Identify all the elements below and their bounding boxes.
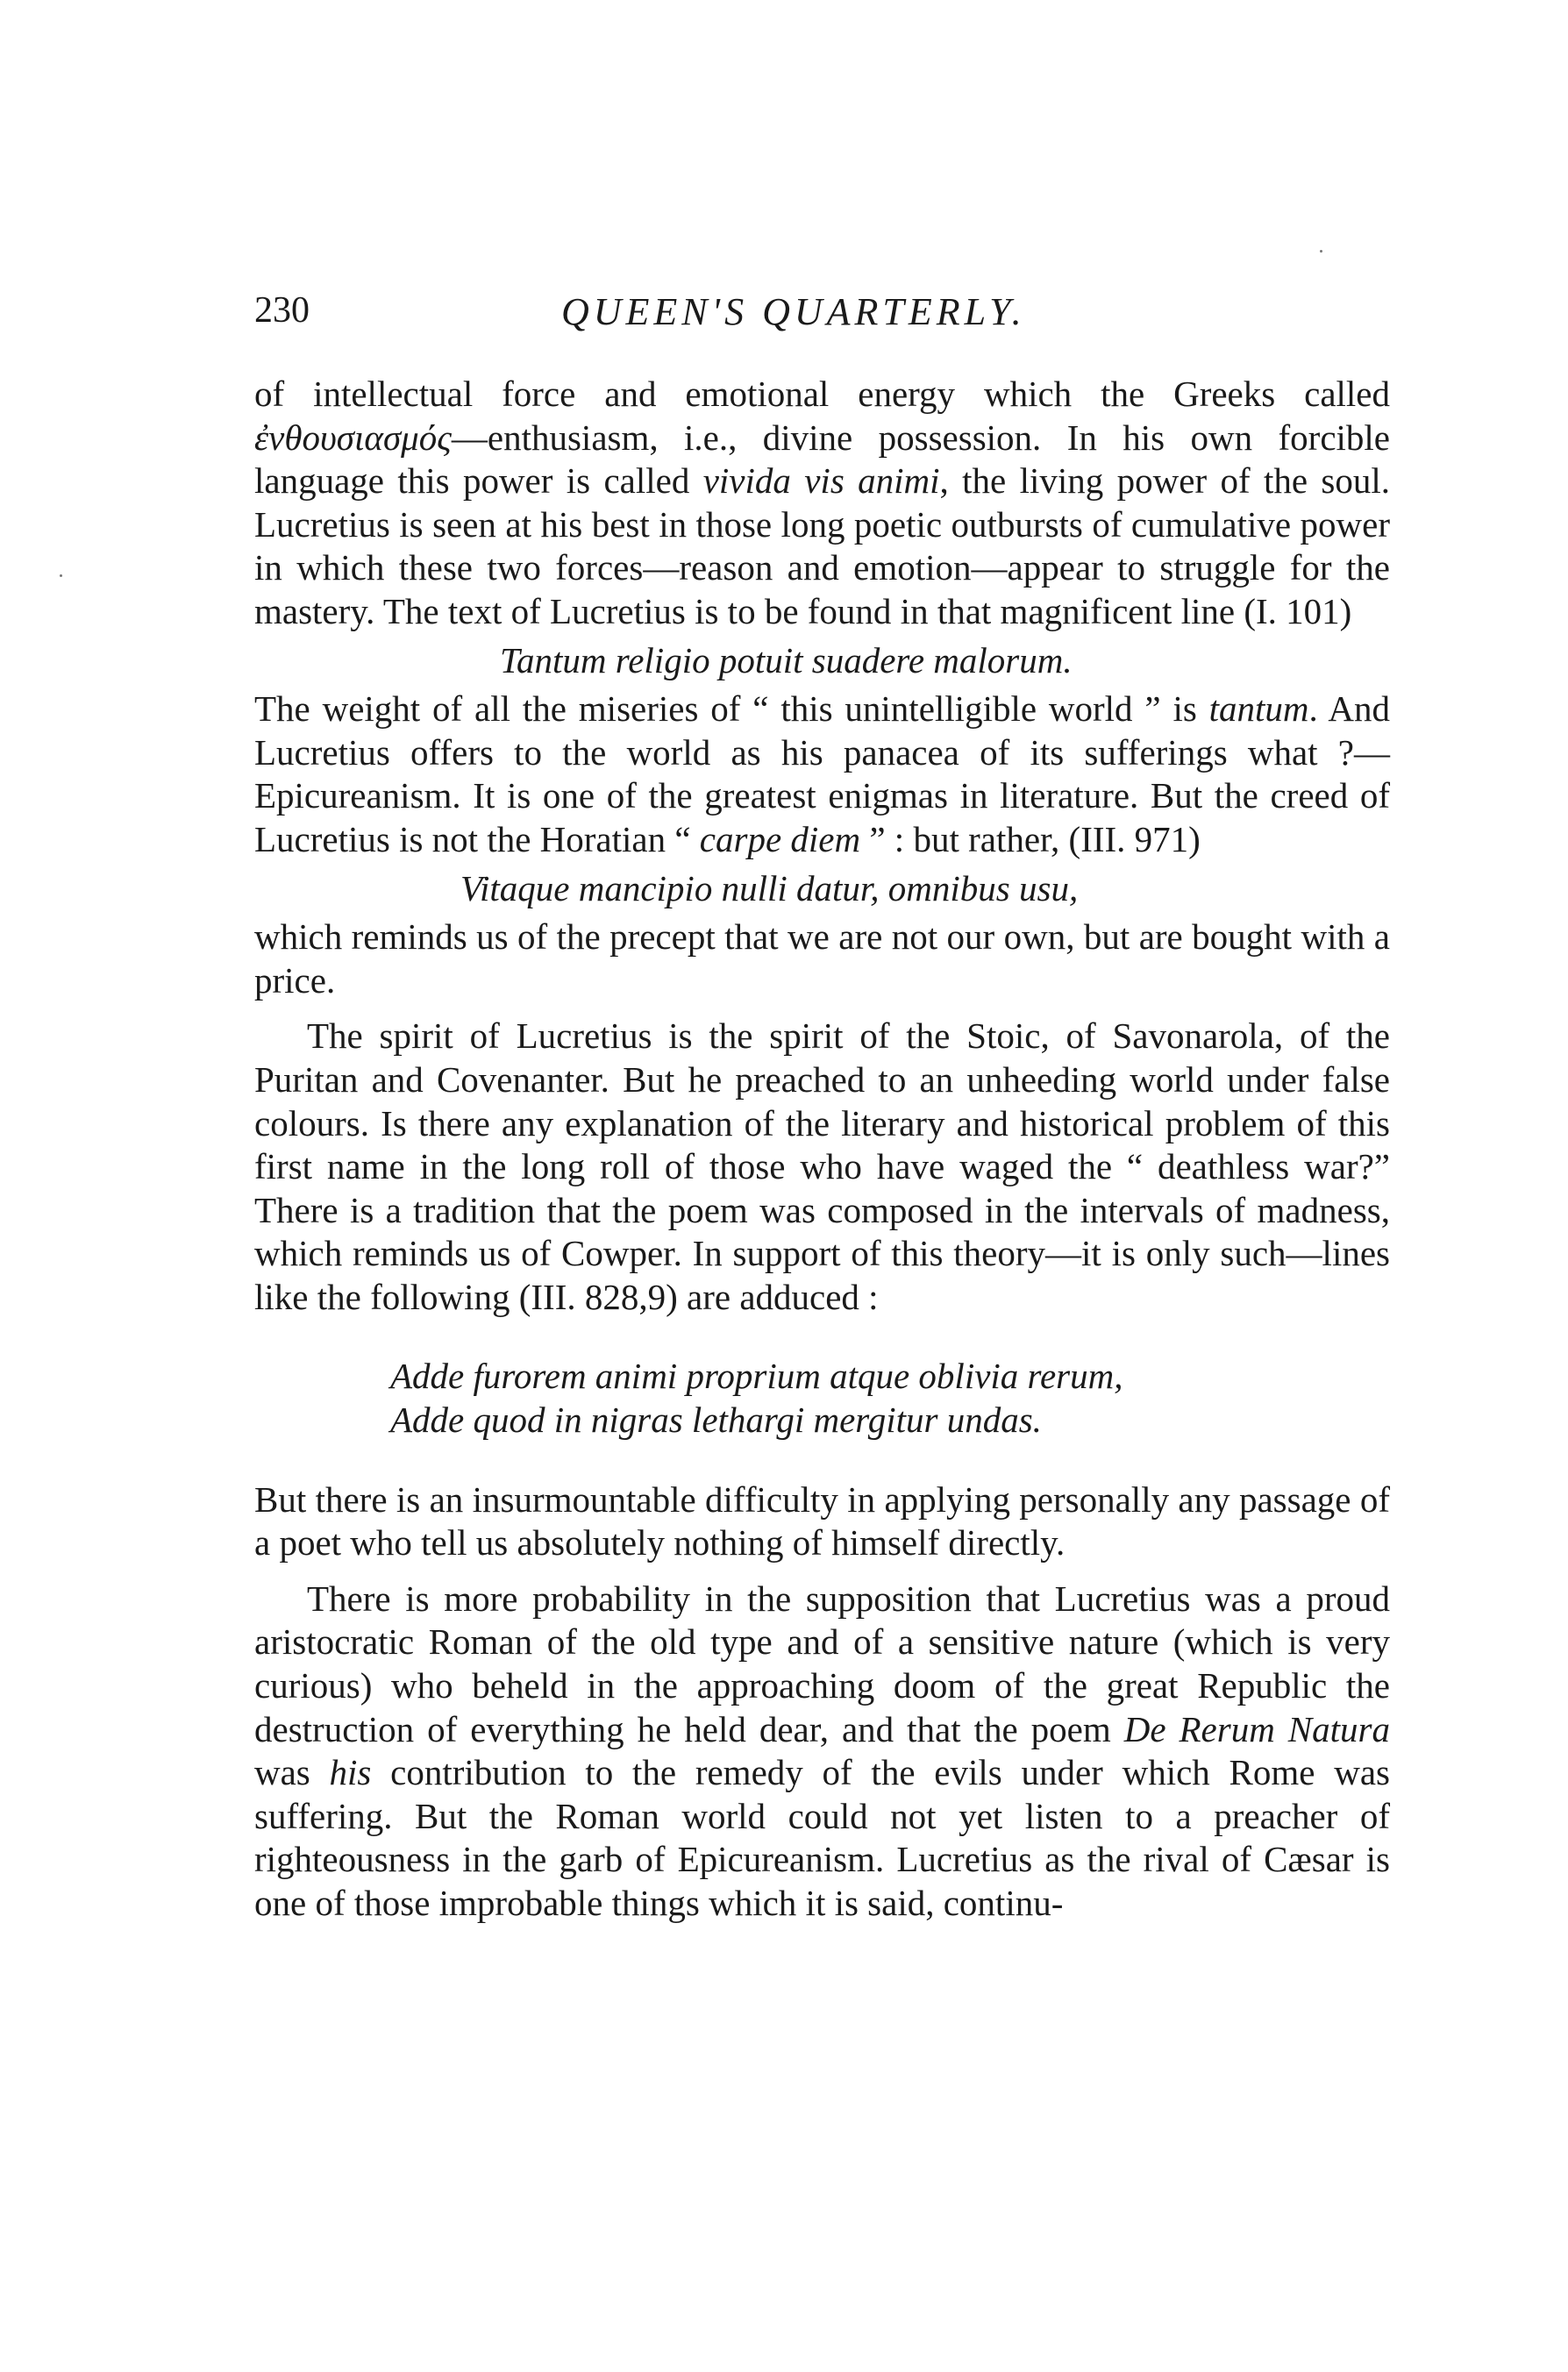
paragraph-6: There is more probability in the supposition that Lucretius was a proud aristocratic Roman of the old type and of a sensitive nature (which is very curious) who beheld in the approaching doom of the great Republic the destruction of everything he held dear, and that the poem De Rerum Natura was his contribution to the remedy of the evils under which Rome was suffering. But the Roman world could not yet listen to a preacher of righteousness in the garb of Epicureanism. Lucretius as the rival of Cæsar is one of those improbable things which it is said, continu- — [254, 1578, 1391, 1923]
latin-word-tantum: tantum — [1208, 688, 1309, 730]
verse-line-2: Adde quod in nigras lethargi mergitur undas. — [390, 1400, 1042, 1441]
latin-phrase-carpe-diem: carpe diem — [699, 818, 861, 859]
latin-phrase: vivida vis animi — [702, 460, 940, 502]
body-text — [254, 373, 1390, 1926]
paragraph-2: The weight of all the miseries of “ this unintelligible world ” is tantum. And Lucretius offers to the world as his panacea of its sufferings what ?—Epicureanism. It is one of the greatest enigmas in literature. But the creed of Lucretius is not the Horatian “ carpe diem ” : but rather, (III. 971) — [254, 688, 1390, 859]
greek-word: ἐνθουσιασμός — [254, 417, 452, 458]
paragraph-1: of intellectual force and emotional energy which the Greeks called ἐνθουσιασμός—enthusiasm, i.e., divine possession. In his own forcible language this power is called vivida vis animi, the living power of the soul. Lucretius is seen at his best in those long poetic outbursts of cumulative power in which these two forces—reason and emotion—appear to struggle for the mastery. The text of Lucretius is to be found in that magnificent line (I. 101) — [254, 374, 1391, 631]
paragraph-3: which reminds us of the precept that we are not our own, but are bought with a price. — [254, 916, 1390, 1001]
emphasis-his: his — [329, 1752, 372, 1793]
verse-line-1: Adde furorem animi proprium atque oblivia rerum, — [390, 1356, 1123, 1397]
paragraph-4: The spirit of Lucretius is the spirit of the Stoic, of Savonarola, of the Puritan and Covenanter. But he preached to an unheeding world under false colours. Is there any explanation of the literary and historical problem of this first name in the long roll of those who have waged the “ deathless war?” There is a tradition that the poem was composed in the intervals of madness, which reminds us of Cowper. In support of this theory—it is only such—lines like the following (III. 828,9) are adduced : — [254, 1015, 1390, 1317]
scan-speck — [60, 574, 62, 577]
page-header — [254, 289, 1394, 351]
running-title: QUEEN'S QUARTERLY. — [561, 290, 1026, 333]
page-number: 230 — [254, 290, 310, 331]
latin-quote-2: Vitaque mancipio nulli datur, omnibus usu, — [460, 867, 1079, 908]
paragraph-5: But there is an insurmountable difficulty in applying personally any passage of a poet who tell us absolutely nothing of himself directly. — [254, 1478, 1390, 1564]
scan-speck — [1320, 250, 1322, 253]
latin-quote-1: Tantum religio potuit suadere malorum. — [500, 639, 1073, 680]
book-title: De Rerum Natura — [1123, 1708, 1390, 1749]
verse-quote — [254, 1355, 1390, 1442]
